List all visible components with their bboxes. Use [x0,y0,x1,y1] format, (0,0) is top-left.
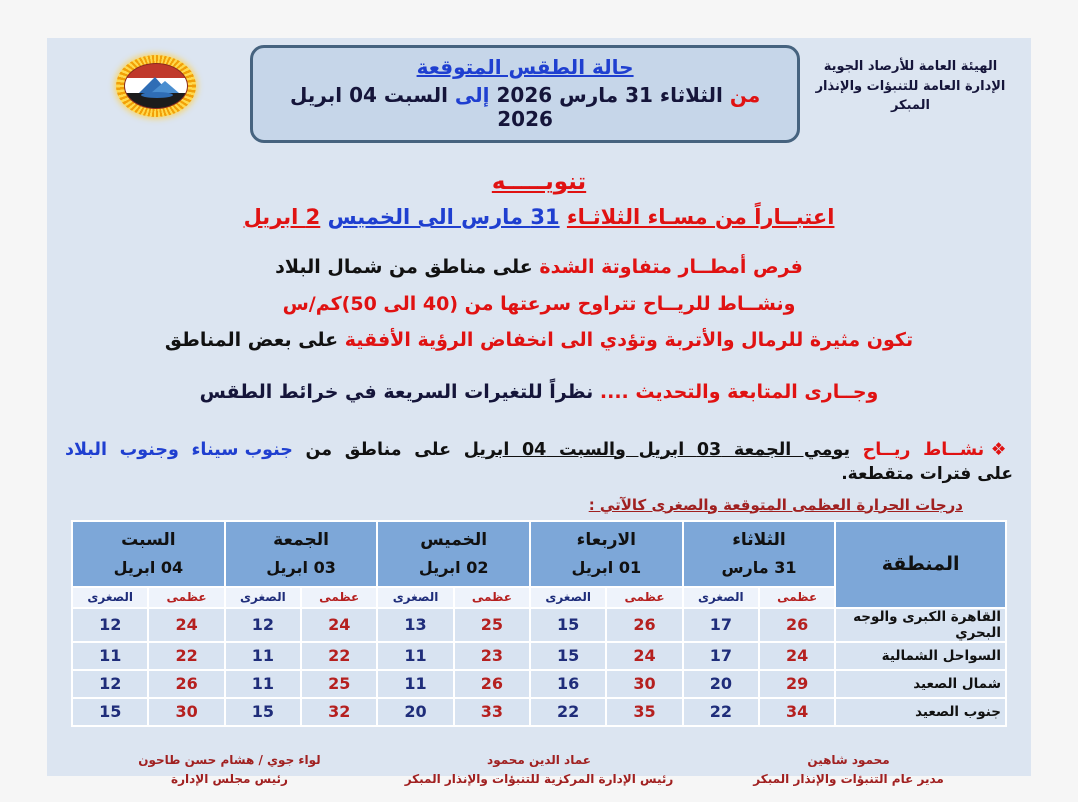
signature-title: رئيس الإدارة المركزية للتنبؤات والإنذار المبكر [404,771,674,786]
day-name: السبت [121,530,176,551]
update-text-red: وجــارى المتابعة والتحديث .... [599,380,879,403]
day-header-tuesday [683,521,836,587]
signature-left [77,751,382,789]
wind-note-dates: يومي الجمعة 03 ابريل والسبت 04 ابريل [463,439,851,460]
notice-period-line [47,205,1031,229]
signature-right [696,751,1001,789]
min-label: الصغرى [683,587,759,608]
min-label: الصغرى [225,587,301,608]
org-name-line2: الإدارة العامة للتنبؤات والإنذار المبكر [815,78,1006,113]
day-date: 04 ابريل [113,558,184,578]
temp-max: 24 [301,608,377,642]
signature-title: رئيس مجلس الإدارة [171,771,288,786]
region-name: جنوب الصعيد [835,698,1006,726]
range-to-date: السبت 04 ابريل 2026 [289,83,553,131]
region-name: القاهرة الكبرى والوجه البحري [835,608,1006,642]
bulletin-date-range [263,83,787,131]
logo-block [61,45,250,117]
wind-note-mid: على مناطق من [305,439,452,460]
range-from-date: الثلاثاء 31 مارس 2026 [496,83,723,107]
day-header-row [72,521,1006,587]
temperatures-heading: درجات الحرارة العظمى المتوقعة والصغرى كالآتي : [588,495,963,514]
max-label: عظمى [301,587,377,608]
day-header-wednesday [530,521,683,587]
temp-max: 26 [148,670,224,698]
temp-min: 17 [683,608,759,642]
signature-name: عماد الدين محمود [487,752,591,767]
signature-center [387,751,692,789]
rain-line [47,255,1031,281]
temp-max: 26 [606,608,682,642]
temp-max: 33 [454,698,530,726]
max-label: عظمى [759,587,835,608]
temp-min: 16 [530,670,606,698]
day-name: الاربعاء [576,530,636,551]
region-column-header: المنطقة [835,521,1006,608]
dust-text-red: تكون مثيرة للرمال والأتربة وتؤدي الى انخفاض الرؤية الأفقية [344,329,914,352]
title-box [250,45,800,143]
temp-max: 26 [759,608,835,642]
temp-min: 15 [225,698,301,726]
wind-speed-text: ونشــاط للريــاح تتراوح سرعتها من (40 الى 50)كم/س [282,292,796,315]
region-name: السواحل الشمالية [835,642,1006,670]
period-part1: اعتبــاراً من مسـاء الثلاثـاء [566,205,835,229]
temp-max: 30 [606,670,682,698]
wind-speed-line [47,292,1031,318]
temp-min: 12 [72,670,148,698]
temp-min: 11 [377,670,453,698]
min-label: الصغرى [530,587,606,608]
logo-mountain-icon [125,64,188,109]
region-name: شمال الصعيد [835,670,1006,698]
table-row [72,698,1006,726]
temp-min: 15 [530,608,606,642]
table-row [72,642,1006,670]
min-label: الصغرى [72,587,148,608]
logo-emblem [124,63,188,109]
wind-activity-note [65,436,1013,464]
update-text-blue: نظراً للتغيرات السريعة في خرائط الطقس [199,380,594,403]
temp-min: 15 [72,698,148,726]
day-header-friday [225,521,378,587]
temp-min: 11 [377,642,453,670]
temp-min: 22 [683,698,759,726]
signature-title: مدير عام التنبؤات والإنذار المبكر [753,771,944,786]
rain-text-red: فرص أمطــار متفاوتة الشدة [539,256,803,278]
temp-min: 12 [72,608,148,642]
day-date: 03 ابريل [266,558,336,578]
table-row [72,608,1006,642]
signatures-footer [47,751,1031,789]
signature-name: لواء جوي / هشام حسن طاحون [138,752,321,767]
day-header-thursday [377,521,530,587]
org-name-block [800,45,1021,116]
temp-min: 20 [683,670,759,698]
max-label: عظمى [148,587,224,608]
org-name-line1: الهيئة العامة للأرصاد الجوية [823,59,998,74]
day-header-saturday [72,521,225,587]
bulletin-title: حالة الطقس المتوقعة [416,55,634,79]
day-date: 01 ابريل [571,558,642,578]
temp-min: 17 [683,642,759,670]
temp-min: 22 [530,698,606,726]
temp-min: 11 [72,642,148,670]
wind-note-tail: على فترات متقطعة. [841,463,1013,484]
temp-max: 29 [759,670,835,698]
bulletin-header [47,38,1031,143]
temp-max: 24 [148,608,224,642]
range-to-word: إلى [454,83,490,107]
table-row [72,670,1006,698]
temp-max: 34 [759,698,835,726]
wind-note-areas: جنوب سيناء وجنوب البلاد [65,439,293,460]
signature-name: محمود شاهين [807,752,890,767]
temp-min: 20 [377,698,453,726]
wind-note-bullet: ❖نشــاط ريــاح [862,439,1013,460]
min-label: الصغرى [377,587,453,608]
rain-text-black: على مناطق من شمال البلاد [275,256,533,278]
temp-max: 22 [301,642,377,670]
temp-max: 22 [148,642,224,670]
temp-max: 35 [606,698,682,726]
temp-max: 30 [148,698,224,726]
temp-max: 24 [759,642,835,670]
temp-max: 24 [606,642,682,670]
day-date: 02 ابريل [418,558,489,578]
notice-heading: تنويـــــه [491,169,587,195]
temp-max: 25 [454,608,530,642]
temp-min: 11 [225,670,301,698]
max-label: عظمى [606,587,682,608]
temp-min: 13 [377,608,453,642]
range-from-word: من [729,83,761,107]
dust-text-black: على بعض المناطق [164,329,339,352]
update-line [47,380,1031,406]
temp-min: 11 [225,642,301,670]
dust-line [47,328,1031,354]
period-part3: 2 ابريل [243,205,321,229]
temp-max: 23 [454,642,530,670]
weather-bulletin [47,38,1031,786]
period-part2: 31 مارس الى الخميس [327,205,560,229]
temperature-table [71,520,1007,727]
temp-min: 15 [530,642,606,670]
authority-logo-icon [116,55,196,117]
temp-min: 12 [225,608,301,642]
day-name: الخميس [420,530,488,551]
temp-max: 32 [301,698,377,726]
day-name: الجمعة [273,530,329,551]
day-date: 31 مارس [721,558,797,578]
max-label: عظمى [454,587,530,608]
temp-max: 25 [301,670,377,698]
temp-max: 26 [454,670,530,698]
day-name: الثلاثاء [732,530,786,551]
